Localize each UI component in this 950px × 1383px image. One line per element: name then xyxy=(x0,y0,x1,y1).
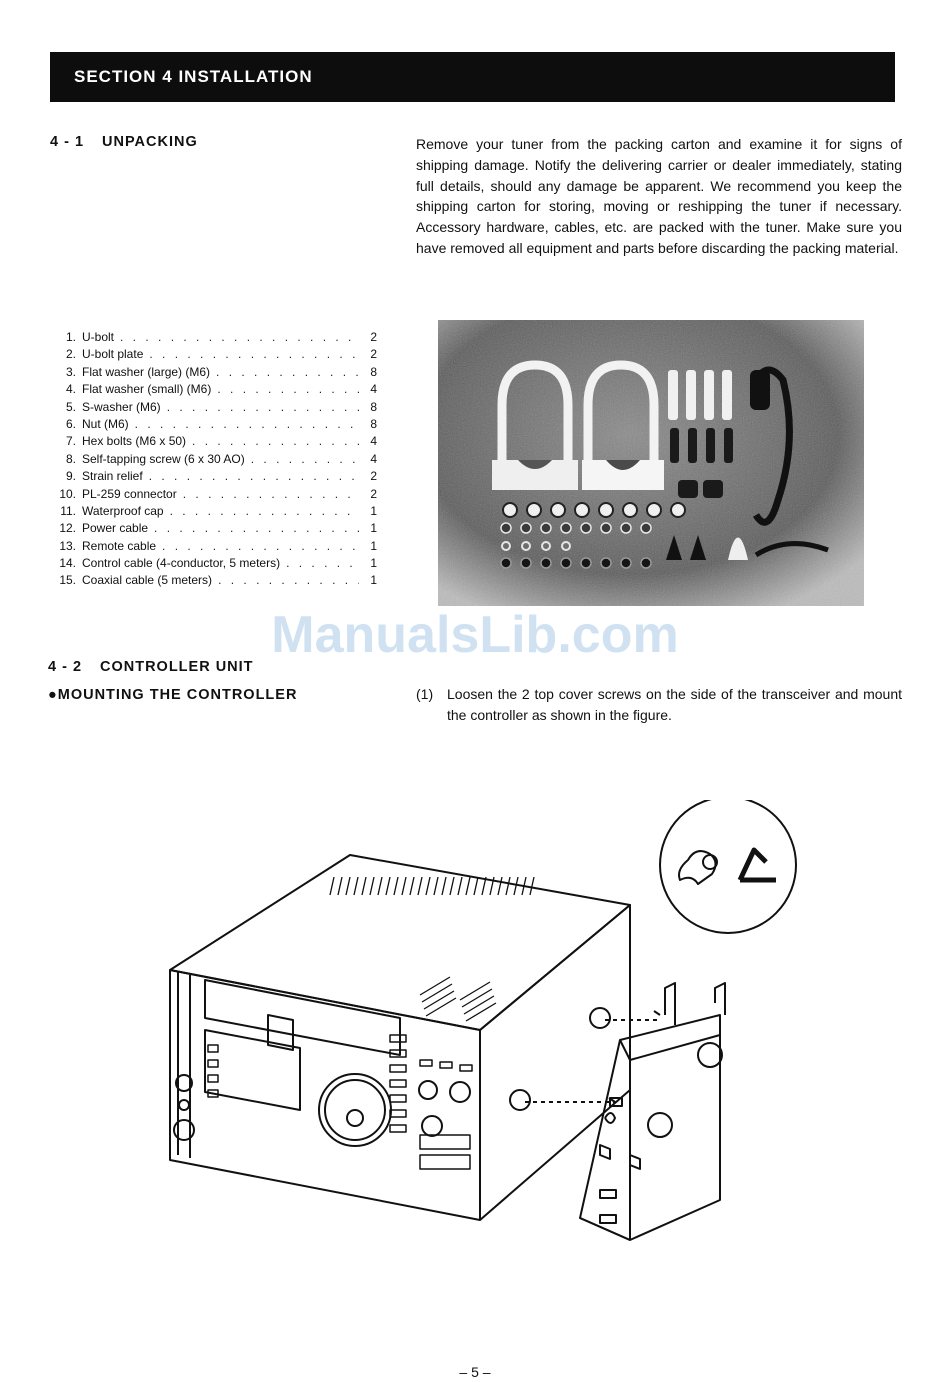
leader-dots xyxy=(216,365,359,379)
part-quantity: 8 xyxy=(370,416,377,431)
watermark: ManualsLib.com xyxy=(271,606,679,664)
parts-list-item xyxy=(52,521,377,538)
mounting-figure xyxy=(160,800,810,1250)
page-number: – 5 – xyxy=(459,1364,491,1380)
part-number: 5. xyxy=(65,399,76,414)
part-number: 13. xyxy=(59,538,76,553)
part-name: Nut (M6) xyxy=(82,416,129,431)
accessories-photo xyxy=(438,320,864,606)
section-header-bar xyxy=(50,52,895,102)
unpacking-title: UNPACKING xyxy=(102,134,198,150)
part-quantity: 1 xyxy=(370,503,377,518)
part-quantity: 1 xyxy=(370,573,377,588)
part-name: S-washer (M6) xyxy=(82,399,161,414)
part-number: 8. xyxy=(65,451,76,466)
parts-list-item xyxy=(52,487,377,504)
part-quantity: 4 xyxy=(370,451,377,466)
leader-dots xyxy=(183,487,359,501)
leader-dots xyxy=(170,504,359,518)
controller-number: 4 - 2 xyxy=(48,659,83,675)
parts-list-item xyxy=(52,400,377,417)
leader-dots xyxy=(167,400,359,414)
parts-list xyxy=(52,330,377,591)
leader-dots xyxy=(149,347,359,361)
part-quantity: 2 xyxy=(370,347,377,362)
part-name: U-bolt xyxy=(82,330,115,344)
part-number: 11. xyxy=(60,503,76,518)
part-number: 6. xyxy=(65,416,76,431)
part-quantity: 4 xyxy=(370,382,377,397)
parts-list-item xyxy=(52,434,377,451)
parts-list-item xyxy=(52,347,377,364)
step-body: Loosen the 2 top cover screws on the side of the transceiver and mount the controller as shown in the figure. xyxy=(447,686,902,723)
mounting-step-1 xyxy=(416,684,902,726)
leader-dots xyxy=(251,452,359,466)
part-name: Flat washer (small) (M6) xyxy=(82,382,212,397)
leader-dots xyxy=(218,573,359,587)
part-name: Flat washer (large) (M6) xyxy=(82,364,211,379)
parts-list-item xyxy=(52,452,377,469)
part-name: Coaxial cable (5 meters) xyxy=(82,573,213,588)
parts-list-item xyxy=(52,330,377,347)
parts-list-item xyxy=(52,539,377,556)
parts-list-item xyxy=(52,556,377,573)
part-quantity: 1 xyxy=(370,556,377,571)
unpacking-number: 4 - 1 xyxy=(50,134,85,150)
controller-title: CONTROLLER UNIT xyxy=(100,659,254,675)
part-quantity: 2 xyxy=(370,330,377,344)
part-number: 12. xyxy=(59,521,76,536)
section-title: SECTION 4 INSTALLATION xyxy=(74,67,313,86)
parts-list-item xyxy=(52,382,377,399)
leader-dots xyxy=(120,330,359,344)
part-name: U-bolt plate xyxy=(82,347,144,362)
part-quantity: 8 xyxy=(370,364,377,379)
parts-list-item xyxy=(52,573,377,590)
parts-list-item xyxy=(52,504,377,521)
part-number: 14. xyxy=(59,556,76,571)
part-quantity: 8 xyxy=(370,399,377,414)
unpacking-paragraph: Remove your tuner from the packing carton and examine it for signs of shipping damage. Notify the delivering carrier or dealer immediately, stating full details, should any damage be apparent. We recommend you keep the shipping carton for storing, moving or reshipping the tuner if necessary. Accessory hardware, cables, etc. are packed with the tuner. Make sure you have removed all equipment and parts before discarding the packing material. xyxy=(416,136,902,256)
parts-list-item xyxy=(52,469,377,486)
part-number: 9. xyxy=(65,469,76,484)
part-number: 3. xyxy=(65,364,76,379)
part-quantity: 4 xyxy=(370,434,377,449)
leader-dots xyxy=(217,382,359,396)
unpacking-heading xyxy=(50,134,198,150)
leader-dots xyxy=(149,469,359,483)
part-name: Control cable (4-conductor, 5 meters) xyxy=(82,556,281,571)
part-name: Power cable xyxy=(82,521,149,536)
part-quantity: 2 xyxy=(370,469,377,484)
leader-dots xyxy=(154,521,359,535)
part-name: Remote cable xyxy=(82,538,157,553)
leader-dots xyxy=(286,556,359,570)
controller-heading xyxy=(48,659,254,675)
part-quantity: 1 xyxy=(370,538,377,553)
mounting-subheading: ●MOUNTING THE CONTROLLER xyxy=(48,687,298,703)
part-name: PL-259 connector xyxy=(82,486,177,501)
part-name: Self-tapping screw (6 x 30 AO) xyxy=(82,451,245,466)
part-quantity: 1 xyxy=(370,521,377,536)
leader-dots xyxy=(162,539,359,553)
part-quantity: 2 xyxy=(370,486,377,501)
detail-circle xyxy=(660,800,796,933)
part-number: 4. xyxy=(65,382,76,397)
step-number: (1) xyxy=(416,686,434,702)
part-number: 1. xyxy=(65,330,76,344)
leader-dots xyxy=(192,434,359,448)
parts-list-item xyxy=(52,365,377,382)
leader-dots xyxy=(135,417,359,431)
part-name: Waterproof cap xyxy=(82,503,164,518)
part-number: 15. xyxy=(59,573,76,588)
part-name: Strain relief xyxy=(82,469,143,484)
part-name: Hex bolts (M6 x 50) xyxy=(82,434,187,449)
parts-list-item xyxy=(52,417,377,434)
part-number: 2. xyxy=(65,347,76,362)
part-number: 10. xyxy=(59,486,76,501)
part-number: 7. xyxy=(65,434,76,449)
